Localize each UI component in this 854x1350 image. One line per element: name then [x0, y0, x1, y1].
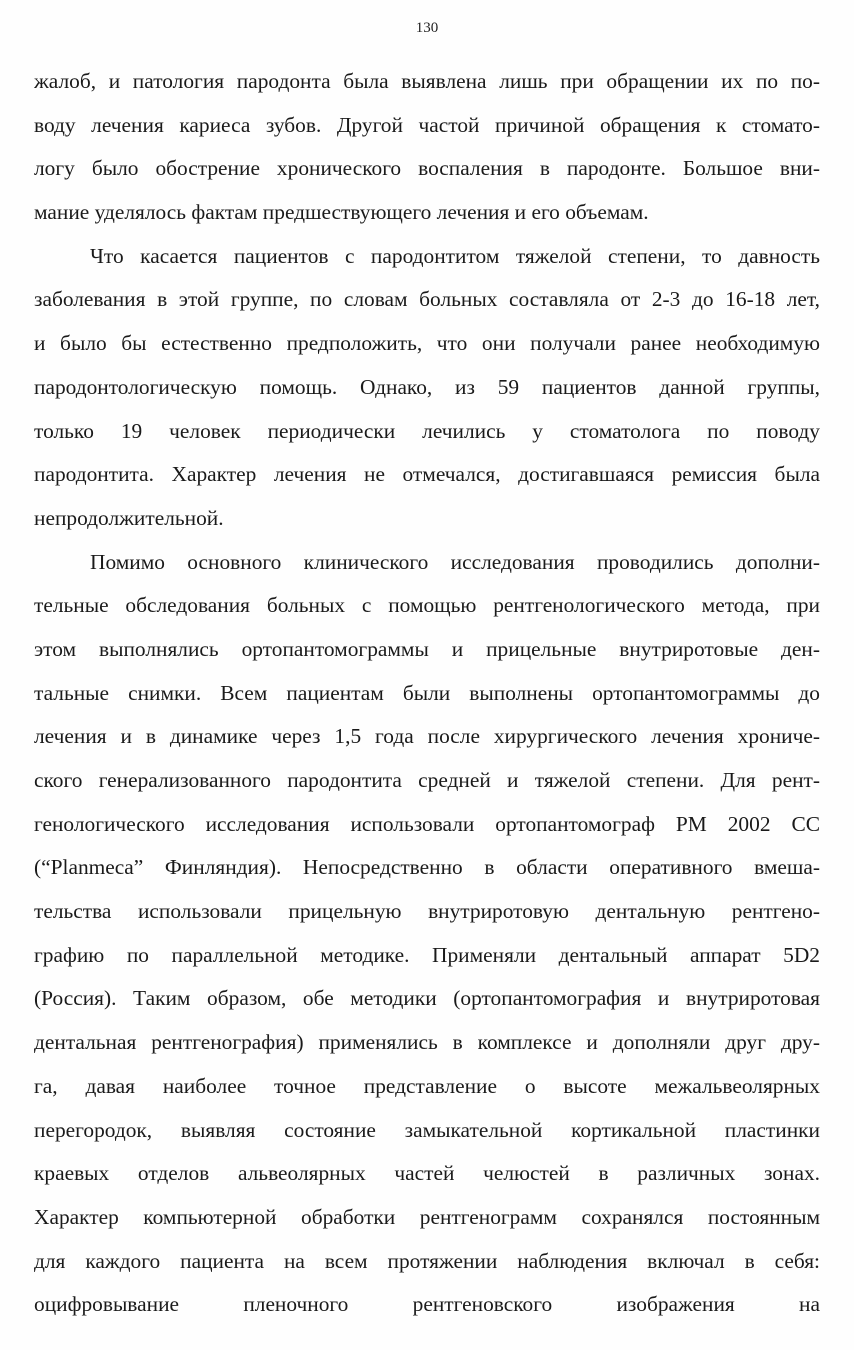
text-line: заболевания в этой группе, по словам больных составляла от 2-3 до 16-18 лет, — [34, 287, 820, 312]
text-line: только 19 человек периодически лечились у стоматолога по поводу — [34, 418, 820, 443]
text-line: воду лечения кариеса зубов. Другой частой причиной обращения к стомато- — [34, 112, 820, 137]
page-number: 130 — [415, 20, 439, 36]
text-line: непродолжительной. — [34, 505, 224, 530]
text-line: генологического исследования использовали ортопантомограф PM 2002 CC — [34, 811, 820, 836]
text-line: графию по параллельной методике. Применяли дентальный аппарат 5D2 — [34, 942, 820, 967]
text-line: этом выполнялись ортопантомограммы и прицельные внутриротовые ден- — [34, 636, 820, 661]
text-line: перегородок, выявляя состояние замыкательной кортикальной пластинки — [34, 1117, 820, 1142]
text-line: тальные снимки. Всем пациентам были выполнены ортопантомограммы до — [34, 680, 820, 705]
text-line: жалоб, и патология пародонта была выявлена лишь при обращении их по по- — [34, 69, 820, 93]
text-line: оцифровывание пленочного рентгеновского изображения на — [34, 1292, 820, 1317]
text-line: Что касается пациентов с пародонтитом тяжелой степени, то давность — [90, 243, 820, 268]
text-line: для каждого пациента на всем протяжении наблюдения включал в себя: — [34, 1248, 820, 1273]
body-text — [34, 60, 820, 1327]
text-line: мание уделялось фактам предшествующего лечения и его объемам. — [34, 200, 649, 225]
text-line: (“Planmeca” Финляндия). Непосредственно в области оперативного вмеша- — [34, 855, 820, 880]
text-line: дентальная рентгенография) применялись в комплексе и дополняли друг дру- — [34, 1030, 820, 1055]
text-line: пародонтологическую помощь. Однако, из 59 пациентов данной группы, — [34, 374, 820, 399]
text-line: га, давая наиболее точное представление о высоте межальвеолярных — [34, 1073, 820, 1098]
text-line: логу было обострение хронического воспаления в пародонте. Большое вни- — [34, 156, 820, 181]
text-line: пародонтита. Характер лечения не отмечался, достигавшаяся ремиссия была — [34, 462, 820, 487]
text-line: (Россия). Таким образом, обе методики (ортопантомография и внутриротовая — [34, 986, 820, 1011]
text-line: ского генерализованного пародонтита средней и тяжелой степени. Для рент- — [34, 768, 820, 792]
text-line: Характер компьютерной обработки рентгенограмм сохранялся постоянным — [34, 1204, 820, 1229]
text-line: тельства использовали прицельную внутриротовую дентальную рентгено- — [34, 899, 820, 924]
text-line: и было бы естественно предположить, что они получали ранее необходимую — [34, 331, 820, 356]
text-line: тельные обследования больных с помощью рентгенологического метода, при — [34, 593, 820, 618]
text-line: краевых отделов альвеолярных частей челюстей в различных зонах. — [34, 1161, 820, 1186]
text-line: Помимо основного клинического исследования проводились дополни- — [90, 549, 820, 574]
text-line: лечения и в динамике через 1,5 года после хирургического лечения хрониче- — [34, 724, 820, 749]
